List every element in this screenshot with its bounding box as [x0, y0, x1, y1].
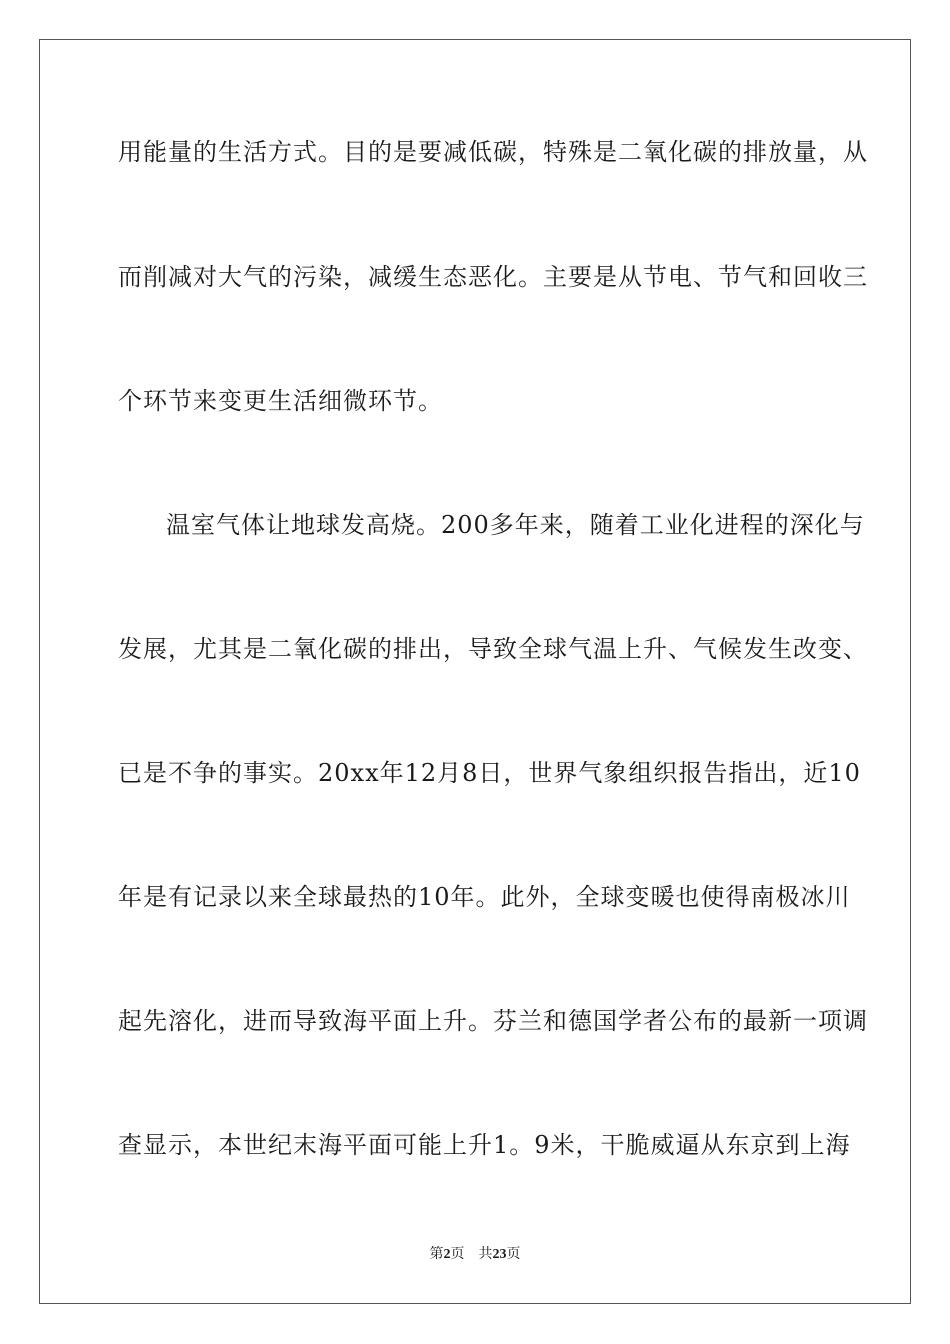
footer-total-pages: 23: [492, 1247, 507, 1262]
text-line-1: 用能量的生活方式。目的是要减低碳，特殊是二氧化碳的排放量，从: [118, 138, 868, 166]
text-line-5: 发展，尤其是二氧化碳的排出，导致全球气温上升、气候发生改变、: [118, 635, 868, 663]
text-line-4: 温室气体让地球发高烧。200多年来，随着工业化进程的深化与: [166, 511, 865, 539]
footer-page-suffix: 页: [450, 1247, 465, 1262]
text-line-8: 起先溶化，进而导致海平面上升。芬兰和德国学者公布的最新一项调: [118, 1007, 868, 1035]
footer-page-prefix: 第: [429, 1247, 444, 1262]
text-line-6: 已是不争的事实。20xx年12月8日，世界气象组织报告指出，近10: [118, 759, 861, 787]
text-line-9: 查显示，本世纪末海平面可能上升1。9米，干脆威逼从东京到上海: [118, 1131, 851, 1159]
page-footer: [0, 1246, 950, 1264]
footer-total-suffix: 页: [506, 1247, 521, 1262]
text-line-2: 而削减对大气的污染，减缓生态恶化。主要是从节电、节气和回收三: [118, 263, 868, 291]
footer-total-prefix: 共: [478, 1247, 493, 1262]
text-line-7: 年是有记录以来全球最热的10年。此外，全球变暖也使得南极冰川: [118, 883, 851, 911]
footer-page-number: 2: [443, 1247, 451, 1262]
page-border: [39, 39, 911, 1304]
text-line-3: 个环节来变更生活细微环节。: [118, 387, 443, 415]
